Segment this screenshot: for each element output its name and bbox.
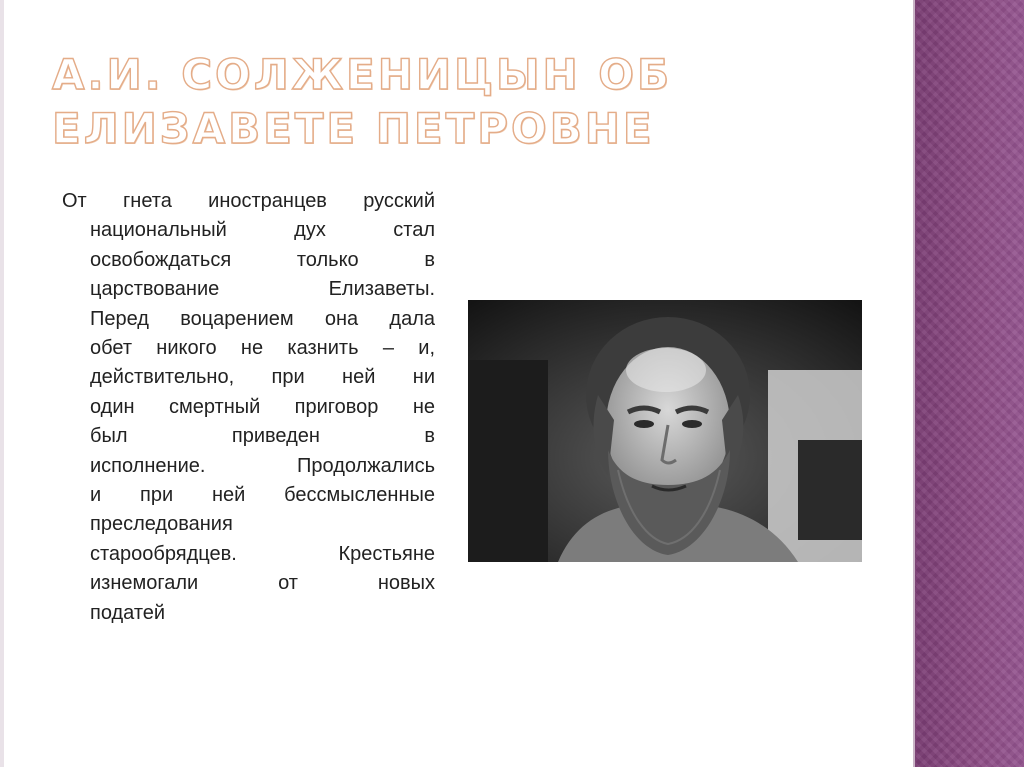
- body-line: национальный дух стал: [90, 219, 435, 242]
- title-line: ЕЛИЗАВЕТЕ ПЕТРОВНЕ: [52, 104, 655, 153]
- body-line: был приведен в: [90, 425, 435, 448]
- body-line: освобождаться только в: [90, 248, 435, 271]
- portrait-photo: [468, 300, 862, 562]
- body-line: один смертный приговор не: [90, 395, 435, 418]
- body-line: изнемогали от новых: [90, 572, 435, 595]
- left-decor-band: [0, 0, 4, 767]
- right-band-texture: [915, 0, 1024, 767]
- body-line: исполнение. Продолжались: [90, 454, 435, 477]
- body-line: преследования: [90, 513, 233, 536]
- body-line: старообрядцев. Крестьяне: [90, 542, 435, 565]
- body-line: обет никого не казнить – и,: [90, 337, 435, 360]
- portrait-icon: [468, 300, 862, 562]
- body-line: действительно, при ней ни: [90, 366, 435, 389]
- title-line: А.И. СОЛЖЕНИЦЫН ОБ: [52, 50, 672, 99]
- slide-title: [52, 48, 672, 156]
- body-line: Перед воцарением она дала: [90, 307, 435, 330]
- body-line: От гнета иностранцев русский: [62, 190, 435, 212]
- right-decor-band: [913, 0, 1024, 767]
- body-line: податей: [90, 601, 166, 624]
- body-line: и при ней бессмысленные: [90, 484, 435, 507]
- body-text: [62, 187, 435, 628]
- body-line: царствование Елизаветы.: [90, 278, 435, 301]
